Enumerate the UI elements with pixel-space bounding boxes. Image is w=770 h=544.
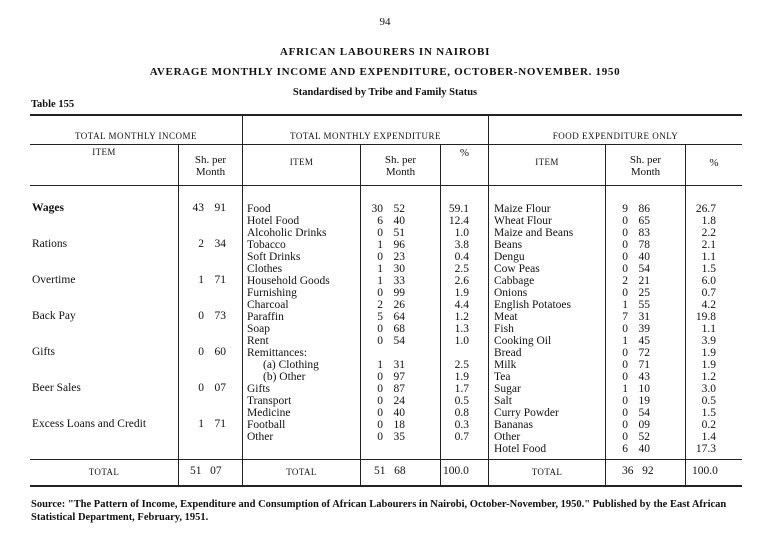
food-item: Maize and Beans (494, 227, 574, 239)
expenditure-item: Remittances: (247, 347, 308, 359)
expenditure-percent: 2.6 (454, 275, 469, 287)
sh-per-label: Sh. per (384, 154, 417, 166)
expenditure-percent: 1.0 (454, 227, 469, 239)
expenditure-total-shillings: 51 (374, 465, 386, 477)
food-amount (613, 251, 650, 263)
expenditure-shillings: 0 (377, 323, 383, 335)
expenditure-cents: 52 (393, 203, 405, 215)
food-amount (613, 347, 650, 359)
food-item: Salt (494, 395, 512, 407)
food-cents: 43 (638, 371, 650, 383)
expenditure-cents: 31 (393, 359, 405, 371)
month-label: Month (195, 166, 226, 178)
food-amount (613, 431, 650, 443)
expenditure-amount (368, 395, 405, 407)
bottom-rule (30, 485, 742, 487)
expenditure-amount (368, 287, 405, 299)
expenditure-cents: 87 (393, 383, 405, 395)
food-cents: 09 (638, 419, 650, 431)
expenditure-cents: 97 (393, 371, 405, 383)
food-percent: 0.7 (701, 287, 716, 299)
expenditure-item: Transport (247, 395, 292, 407)
income-cents: 73 (214, 310, 226, 322)
income-cents: 07 (214, 382, 226, 394)
food-item: Beans (494, 239, 523, 251)
food-pct-header: % (709, 157, 719, 169)
expenditure-cents: 68 (393, 323, 405, 335)
income-shillings: 2 (198, 238, 204, 250)
food-item: Fish (494, 323, 514, 335)
expenditure-amount (368, 323, 405, 335)
income-item: Back Pay (32, 310, 76, 322)
expenditure-percent: 2.5 (454, 263, 469, 275)
expenditure-percent: 1.0 (454, 335, 469, 347)
food-percent: 1.8 (701, 215, 716, 227)
expenditure-percent: 1.7 (454, 383, 469, 395)
food-sh-header (606, 154, 685, 178)
expenditure-percent: 1.2 (454, 311, 469, 323)
food-amount (613, 299, 650, 311)
expenditure-cents: 51 (393, 227, 405, 239)
expenditure-shillings: 1 (377, 359, 383, 371)
income-cents: 71 (214, 274, 226, 286)
food-amount (613, 227, 650, 239)
expenditure-pct-header: % (459, 147, 470, 159)
income-total-shillings: 51 (190, 465, 202, 477)
income-shillings: 0 (198, 346, 204, 358)
food-cents: 78 (638, 239, 650, 251)
food-amount (613, 215, 650, 227)
income-total-label: TOTAL (88, 467, 120, 477)
expenditure-percent: 0.5 (454, 395, 469, 407)
food-item: English Potatoes (494, 299, 571, 311)
expenditure-cents: 33 (393, 275, 405, 287)
expenditure-shillings: 5 (377, 311, 383, 323)
food-percent: 0.2 (701, 419, 716, 431)
expenditure-shillings: 0 (377, 287, 383, 299)
expenditure-percent: 0.7 (454, 431, 469, 443)
expenditure-amount (368, 347, 405, 359)
expenditure-shillings: 0 (377, 419, 383, 431)
food-item: Tea (494, 371, 511, 383)
income-sh-header (179, 154, 242, 178)
income-shillings: 0 (198, 310, 204, 322)
food-cents: 72 (638, 347, 650, 359)
expenditure-item-header: ITEM (289, 157, 314, 167)
food-shillings: 2 (622, 275, 628, 287)
expenditure-total-label: TOTAL (286, 467, 317, 477)
table-subtitle: AVERAGE MONTHLY INCOME AND EXPENDITURE, OCTOBER-NOVEMBER. 1950 (149, 66, 621, 78)
expenditure-shillings: 0 (377, 227, 383, 239)
food-shillings: 0 (622, 431, 628, 443)
expenditure-shillings: 0 (377, 407, 383, 419)
expenditure-percent: 0.8 (454, 407, 469, 419)
income-shillings: 43 (192, 202, 204, 214)
expenditure-amount (368, 371, 405, 383)
expenditure-amount (368, 215, 405, 227)
expenditure-item: Alcoholic Drinks (247, 227, 327, 239)
expenditure-item: Hotel Food (247, 215, 300, 227)
expenditure-percent: 1.9 (454, 371, 469, 383)
food-total-value (622, 465, 654, 477)
food-cents: 65 (638, 215, 650, 227)
food-percent: 1.2 (701, 371, 716, 383)
expenditure-item: Household Goods (247, 275, 330, 287)
expenditure-total-value (374, 465, 406, 477)
food-item: Other (494, 431, 521, 443)
food-shillings: 1 (622, 299, 628, 311)
food-total-shillings: 36 (622, 465, 634, 477)
food-item: Cow Peas (494, 263, 540, 275)
food-total-cents: 92 (642, 465, 654, 477)
expenditure-item: Charcoal (247, 299, 289, 311)
expenditure-item: Medicine (247, 407, 291, 419)
food-shillings: 0 (622, 263, 628, 275)
header-rule (30, 144, 742, 145)
expenditure-shillings: 0 (377, 371, 383, 383)
income-amount (186, 310, 226, 322)
expenditure-cents: 96 (393, 239, 405, 251)
expenditure-percent (441, 347, 469, 359)
expenditure-amount (368, 227, 405, 239)
food-total-label: TOTAL (531, 467, 563, 477)
income-item: Wages (32, 202, 64, 214)
expenditure-amount (368, 419, 405, 431)
expenditure-item: (a) Clothing (263, 359, 319, 371)
expenditure-shillings (368, 347, 383, 359)
food-cents: 40 (638, 443, 650, 455)
food-percent: 4.2 (701, 299, 716, 311)
expenditure-percent: 59.1 (448, 203, 469, 215)
expenditure-header: TOTAL MONTHLY EXPENDITURE (289, 131, 442, 141)
month-label: Month (385, 166, 416, 178)
food-item: Bread (494, 347, 522, 359)
food-amount (613, 335, 650, 347)
expenditure-items (247, 203, 330, 443)
expenditure-cents: 35 (393, 431, 405, 443)
expenditure-amount (368, 311, 405, 323)
food-cents: 40 (638, 251, 650, 263)
food-amount (613, 407, 650, 419)
food-cents: 83 (638, 227, 650, 239)
food-cents: 52 (638, 431, 650, 443)
food-cents: 10 (638, 383, 650, 395)
food-percent: 2.1 (701, 239, 716, 251)
food-cents: 21 (638, 275, 650, 287)
expenditure-sh-header (361, 154, 440, 178)
expenditure-item: Soap (247, 323, 270, 335)
food-item: Cabbage (494, 275, 535, 287)
food-shillings: 0 (622, 287, 628, 299)
total-rule (30, 459, 742, 460)
expenditure-amount (368, 359, 405, 371)
income-cents: 34 (214, 238, 226, 250)
income-cents: 71 (214, 418, 226, 430)
food-item: Onions (494, 287, 528, 299)
expenditure-item: Gifts (247, 383, 270, 395)
food-amount (613, 323, 650, 335)
food-item: Bananas (494, 419, 533, 431)
expenditure-percent: 2.5 (454, 359, 469, 371)
expenditure-amounts (368, 203, 405, 443)
income-amount (186, 418, 226, 430)
food-amount (613, 395, 650, 407)
food-shillings: 0 (622, 227, 628, 239)
expenditure-cents: 40 (393, 407, 405, 419)
food-amount (613, 203, 650, 215)
food-cents: 55 (638, 299, 650, 311)
divider-6 (605, 145, 606, 485)
expenditure-cents (383, 347, 405, 359)
expenditure-item: Tobacco (247, 239, 286, 251)
food-item: Cooking Oil (494, 335, 552, 347)
page-number: 94 (379, 16, 391, 28)
food-cents: 71 (638, 359, 650, 371)
expenditure-percent: 0.3 (454, 419, 469, 431)
income-total-value (190, 465, 222, 477)
expenditure-item: (b) Other (263, 371, 306, 383)
expenditure-shillings: 2 (377, 299, 383, 311)
income-shillings: 1 (198, 418, 204, 430)
food-amounts (613, 203, 650, 455)
sh-per-label: Sh. per (629, 154, 662, 166)
expenditure-item: Football (247, 419, 286, 431)
expenditure-amount (368, 431, 405, 443)
expenditure-cents: 64 (393, 311, 405, 323)
food-percent: 26.7 (695, 203, 716, 215)
food-header: FOOD EXPENDITURE ONLY (552, 131, 679, 141)
expenditure-amount (368, 263, 405, 275)
expenditure-total-cents: 68 (394, 465, 406, 477)
food-cents: 25 (638, 287, 650, 299)
income-item: Overtime (32, 274, 76, 286)
food-item-header: ITEM (535, 157, 559, 167)
divider-3 (360, 145, 361, 485)
expenditure-amount (368, 203, 405, 215)
food-percent: 1.5 (701, 407, 716, 419)
food-amount (613, 383, 650, 395)
food-cents: 86 (638, 203, 650, 215)
food-item: Wheat Flour (494, 215, 552, 227)
food-item: Meat (494, 311, 518, 323)
month-label: Month (630, 166, 661, 178)
food-cents: 19 (638, 395, 650, 407)
expenditure-shillings: 1 (377, 239, 383, 251)
food-percent: 1.5 (701, 263, 716, 275)
food-amount (613, 359, 650, 371)
food-percent: 6.0 (701, 275, 716, 287)
expenditure-shillings: 0 (377, 383, 383, 395)
food-percent: 19.8 (695, 311, 716, 323)
income-header: TOTAL MONTHLY INCOME (74, 131, 198, 141)
income-item: Beer Sales (32, 382, 81, 394)
expenditure-percent: 0.4 (454, 251, 469, 263)
food-percent: 1.4 (701, 431, 716, 443)
expenditure-cents: 40 (393, 215, 405, 227)
income-amount (186, 238, 226, 250)
income-amount (186, 382, 226, 394)
food-amount (613, 311, 650, 323)
expenditure-shillings: 6 (377, 215, 383, 227)
food-shillings: 9 (622, 203, 628, 215)
food-amount (613, 263, 650, 275)
expenditure-shillings: 0 (377, 335, 383, 347)
food-shillings: 0 (622, 359, 628, 371)
income-amount (186, 346, 226, 358)
divider-2 (242, 115, 243, 485)
food-item: Milk (494, 359, 517, 371)
food-percents (686, 203, 716, 455)
expenditure-amount (368, 275, 405, 287)
source-note: Source: "The Pattern of Income, Expenditure and Consumption of African Labourers in Nairobi, October-November, 1950." Published by the East African Statistical Department, February, 1951. (31, 499, 727, 523)
food-item: Sugar (494, 383, 521, 395)
food-item: Maize Flour (494, 203, 551, 215)
expenditure-shillings: 0 (377, 431, 383, 443)
food-percent: 3.0 (701, 383, 716, 395)
expenditure-cents: 23 (393, 251, 405, 263)
table-subtitle-2: Standardised by Tribe and Family Status (292, 87, 478, 98)
divider-1 (178, 145, 179, 485)
expenditure-cents: 99 (393, 287, 405, 299)
food-cents: 45 (638, 335, 650, 347)
income-amount (186, 202, 226, 214)
expenditure-item: Food (247, 203, 271, 215)
expenditure-cents: 54 (393, 335, 405, 347)
food-percent: 3.9 (701, 335, 716, 347)
income-item: Gifts (32, 346, 55, 358)
income-total-cents: 07 (210, 465, 222, 477)
food-shillings: 1 (622, 383, 628, 395)
expenditure-amount (368, 407, 405, 419)
food-shillings: 7 (622, 311, 628, 323)
expenditure-item: Rent (247, 335, 269, 347)
food-percent: 1.9 (701, 347, 716, 359)
food-amount (613, 287, 650, 299)
food-shillings: 0 (622, 239, 628, 251)
expenditure-shillings: 0 (377, 395, 383, 407)
income-shillings: 1 (198, 274, 204, 286)
food-amount (613, 239, 650, 251)
food-shillings: 1 (622, 335, 628, 347)
expenditure-percents (441, 203, 469, 443)
food-percent: 1.1 (701, 251, 716, 263)
food-shillings: 0 (622, 215, 628, 227)
expenditure-item: Clothes (247, 263, 283, 275)
income-item: Excess Loans and Credit (32, 418, 147, 430)
expenditure-total-percent: 100.0 (443, 465, 469, 477)
expenditure-percent: 1.3 (454, 323, 469, 335)
expenditure-percent: 12.4 (448, 215, 469, 227)
expenditure-percent: 3.8 (454, 239, 469, 251)
expenditure-item: Furnishing (247, 287, 297, 299)
food-percent: 1.1 (701, 323, 716, 335)
sh-per-label: Sh. per (194, 154, 227, 166)
food-percent: 1.9 (701, 359, 716, 371)
food-amount (613, 371, 650, 383)
expenditure-item: Paraffin (247, 311, 284, 323)
table-number: Table 155 (31, 99, 75, 110)
food-shillings: 0 (622, 323, 628, 335)
food-shillings: 0 (622, 419, 628, 431)
food-percent: 17.3 (695, 443, 716, 455)
food-amount (613, 275, 650, 287)
food-cents: 54 (638, 263, 650, 275)
expenditure-shillings: 30 (371, 203, 383, 215)
food-total-percent: 100.0 (692, 465, 718, 477)
food-shillings: 0 (622, 407, 628, 419)
food-cents: 39 (638, 323, 650, 335)
expenditure-shillings: 1 (377, 263, 383, 275)
top-rule (30, 114, 742, 116)
food-item: Dengu (494, 251, 525, 263)
header-bottom-rule (30, 185, 742, 186)
expenditure-item: Soft Drinks (247, 251, 301, 263)
divider-5 (488, 115, 489, 485)
food-percent: 2.2 (701, 227, 716, 239)
food-items (494, 203, 573, 455)
food-amount (613, 443, 650, 455)
expenditure-amount (368, 299, 405, 311)
food-item: Curry Powder (494, 407, 559, 419)
expenditure-percent: 1.9 (454, 287, 469, 299)
expenditure-cents: 30 (393, 263, 405, 275)
expenditure-amount (368, 239, 405, 251)
food-shillings: 0 (622, 395, 628, 407)
income-cents: 91 (214, 202, 226, 214)
table-title: AFRICAN LABOURERS IN NAIROBI (279, 46, 491, 58)
expenditure-shillings: 0 (377, 251, 383, 263)
food-percent: 0.5 (701, 395, 716, 407)
expenditure-cents: 26 (393, 299, 405, 311)
income-item: Rations (32, 238, 68, 250)
food-shillings: 0 (622, 347, 628, 359)
income-shillings: 0 (198, 382, 204, 394)
expenditure-cents: 18 (393, 419, 405, 431)
expenditure-shillings: 1 (377, 275, 383, 287)
expenditure-item: Other (247, 431, 274, 443)
food-amount (613, 419, 650, 431)
income-amount (186, 274, 226, 286)
income-item-header: ITEM (92, 147, 116, 157)
food-cents: 31 (638, 311, 650, 323)
food-item: Hotel Food (494, 443, 547, 455)
expenditure-amount (368, 383, 405, 395)
expenditure-cents: 24 (393, 395, 405, 407)
food-shillings: 0 (622, 251, 628, 263)
expenditure-amount (368, 251, 405, 263)
food-shillings: 0 (622, 371, 628, 383)
expenditure-percent: 4.4 (454, 299, 469, 311)
income-cents: 60 (214, 346, 226, 358)
food-shillings: 6 (622, 443, 628, 455)
expenditure-amount (368, 335, 405, 347)
food-cents: 54 (638, 407, 650, 419)
